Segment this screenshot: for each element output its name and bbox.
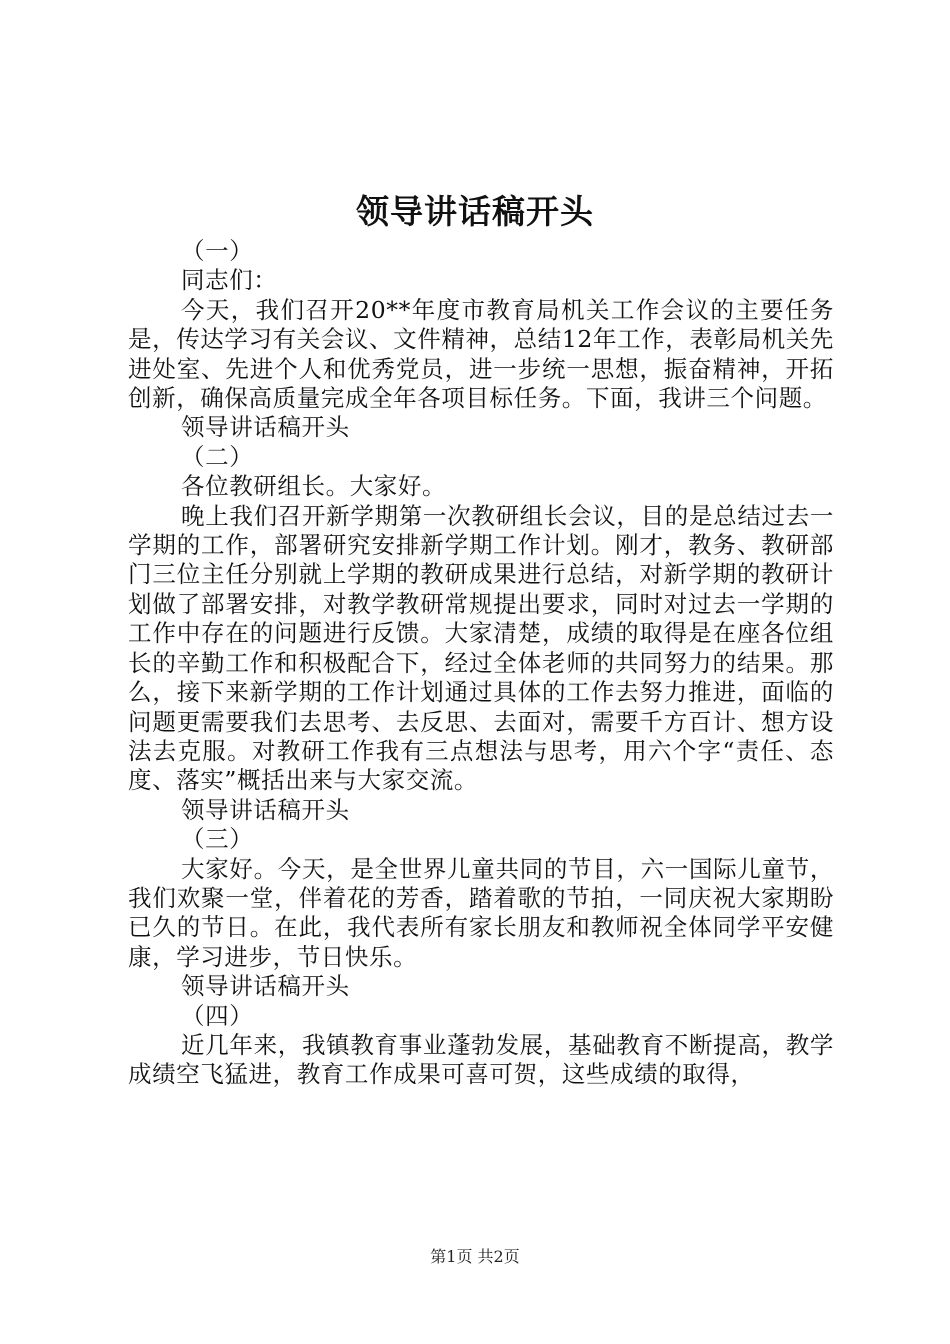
- section-repeat-title-2: 领导讲话稿开头: [181, 795, 350, 824]
- section-number-1: （一）: [181, 237, 254, 265]
- section-body-1: 今天，我们召开20**年度市教育局机关工作会议的主要任务是，传达学习有关会议、文件精神，总结12年工作，表彰局机关先进处室、先进个人和优秀党员，进一步统一思想，振奋精神，开拓创新，确保高质量完成全年各项目标任务。下面，我讲三个问题。: [128, 295, 834, 413]
- page-footer: 第1页 共2页: [430, 1247, 520, 1266]
- section-body-2: 晚上我们召开新学期第一次教研组长会议，目的是总结过去一学期的工作，部署研究安排新学期工作计划。刚才，教务、教研部门三位主任分别就上学期的教研成果进行总结，对新学期的教研计划做了部署安排，对教学教研常规提出要求，同时对过去一学期的工作中存在的问题进行反馈。大家清楚，成绩的取得是在座各位组长的辛勤工作和积极配合下，经过全体老师的共同努力的结果。那么，接下来新学期的工作计划通过具体的工作去努力推进，面临的问题更需要我们去思考、去反思、去面对，需要千方百计、想方设法去克服。对教研工作我有三点想法与思考，用六个字“责任、态度、落实”概括出来与大家交流。: [128, 501, 834, 795]
- section-number-4: （四）: [181, 1001, 254, 1030]
- section-body-3: 大家好。今天，是全世界儿童共同的节目，六一国际儿童节，我们欢聚一堂，伴着花的芳香，踏着歌的节拍，一同庆祝大家期盼已久的节日。在此，我代表所有家长朋友和教师祝全体同学平安健康，学习进步，节日快乐。: [128, 854, 834, 971]
- section-salutation-1: 同志们：: [181, 266, 278, 295]
- document-title: 领导讲话稿开头: [356, 192, 594, 231]
- section-number-3: （三）: [181, 825, 254, 854]
- document-body: [128, 237, 834, 1090]
- section-repeat-title-1: 领导讲话稿开头: [181, 413, 350, 442]
- section-number-2: （二）: [181, 442, 254, 471]
- section-salutation-2: 各位教研组长。大家好。: [181, 472, 447, 501]
- section-repeat-title-3: 领导讲话稿开头: [181, 972, 350, 1001]
- section-body-4: 近几年来，我镇教育事业蓬勃发展，基础教育不断提高，教学成绩空飞猛进，教育工作成果可喜可贺，这些成绩的取得，: [128, 1030, 834, 1089]
